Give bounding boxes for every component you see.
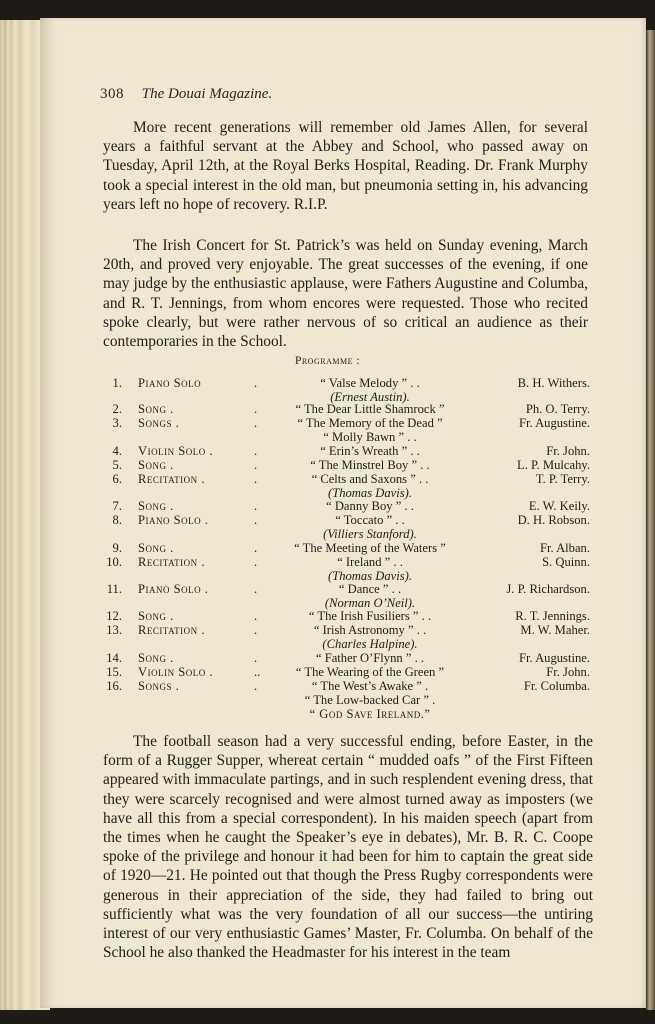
programme-row xyxy=(100,679,590,693)
programme-piece: “ The Minstrel Boy ” . . xyxy=(310,458,430,472)
magazine-title: The Douai Magazine. xyxy=(141,86,273,102)
programme-piece: “ Molly Bawn ” . . xyxy=(323,430,417,444)
programme-row xyxy=(100,707,590,721)
programme-number: 12. xyxy=(106,609,122,623)
programme-number: 14. xyxy=(106,651,122,665)
programme-performer: L. P. Mulcahy. xyxy=(517,458,590,472)
programme-number: 8. xyxy=(112,513,122,527)
programme-row xyxy=(100,376,590,390)
programme-number: 7. xyxy=(112,499,122,513)
programme-item: Recitation . xyxy=(138,555,205,569)
programme-row xyxy=(100,430,590,444)
paragraph-text: The Irish Concert for St. Patrick’s was held on Sunday evening, March 20th, and proved very enjoyable. The great successes of the evening, if one may judge by the enthusiastic applause, were Fathers Augustine and Columba, and R. T. Jennings, from whom encores were requested. Those who recited spoke clearly, but were rather nervous of so critical an audience as their contemporaries in the School. xyxy=(103,237,588,351)
programme-row xyxy=(100,472,590,486)
programme-item: Violin Solo . xyxy=(138,444,214,458)
programme-number: 4. xyxy=(112,444,122,458)
programme-piece: “ Ireland ” . . xyxy=(337,555,403,569)
programme-piece: “ Toccato ” . . xyxy=(335,513,405,527)
programme-row xyxy=(100,623,590,637)
programme-dots: . xyxy=(254,499,258,513)
programme-dots: .. xyxy=(254,665,261,679)
programme-row xyxy=(100,499,590,513)
programme-performer: D. H. Robson. xyxy=(517,513,590,527)
programme-performer: Fr. John. xyxy=(546,444,590,458)
programme-row xyxy=(100,486,590,500)
programme-number: 11. xyxy=(106,582,122,596)
programme-piece: “ Father O’Flynn ” . . xyxy=(315,651,425,665)
programme-row xyxy=(100,513,590,527)
programme-row xyxy=(100,527,590,541)
programme-item: Song . xyxy=(138,499,174,513)
programme-performer: R. T. Jennings. xyxy=(515,609,590,623)
programme-piece: “ The Low-backed Car ” . xyxy=(304,693,436,707)
programme-item: Recitation . xyxy=(138,472,205,486)
programme-row xyxy=(100,665,590,679)
programme-performer: M. W. Maher. xyxy=(520,623,590,637)
programme-dots: . xyxy=(254,555,258,569)
programme-performer: Fr. Alban. xyxy=(539,541,590,555)
programme-number: 16. xyxy=(106,679,122,693)
programme-item: Song . xyxy=(138,458,174,472)
running-header xyxy=(100,86,272,103)
paragraph-text: More recent generations will remember old James Allen, for several years a faithful servant at the Abbey and School, who passed away on Tuesday, April 12th, at the Royal Berks Hospital, Reading. Dr. Frank Murphy took a special interest in the old man, but pneumonia setting in, his advancing years left no hope of recovery. R.I.P. xyxy=(103,119,588,213)
programme-piece: “ The Wearing of the Green ” xyxy=(295,665,445,679)
programme-dots: . xyxy=(254,458,258,472)
programme-piece: “ Celts and Saxons ” . . xyxy=(311,472,429,486)
programme-item: Piano Solo xyxy=(138,376,202,390)
programme-number: 13. xyxy=(106,623,122,637)
programme-piece: “ Erin’s Wreath ” . . xyxy=(320,444,420,458)
programme-dots: . xyxy=(254,651,258,665)
programme-performer: T. P. Terry. xyxy=(535,472,590,486)
programme-piece: (Norman O’Neil). xyxy=(324,596,416,610)
programme-number: 1. xyxy=(112,376,122,390)
programme-number: 10. xyxy=(106,555,122,569)
programme-performer: Fr. John. xyxy=(546,665,590,679)
programme-piece: “ God Save Ireland.” xyxy=(309,707,431,721)
programme-number: 2. xyxy=(112,402,122,416)
programme-item: Songs . xyxy=(138,679,180,693)
programme-number: 15. xyxy=(106,665,122,679)
programme-piece: “ Dance ” . . xyxy=(338,582,402,596)
paragraph-text: The football season had a very successful ending, before Easter, in the form of a Rugger Supper, whereat certain “ mudded oafs ” of the First Fifteen appeared with immaculate partings, and in such resplendent evening dress, that they were scarcely recognised and were almost turned away as imposters (we have all this from a special correspondent). In his maiden speech (apart from the times when he caught the Speaker’s eye in debates), Mr. B. R. C. Coope spoke of the privilege and honour it had been for him to captain the great side of 1920—21. He pointed out that though the Press Rugby correspondents were generous in their appreciation of the side, they had failed to bring out sufficiently what was the very foundation of all our success—the untiring interest of our very enthusiastic Games’ Master, Fr. Columba. On behalf of the School he also thanked the Headmaster for his interest in the team xyxy=(103,733,593,962)
programme-performer: E. W. Keily. xyxy=(528,499,590,513)
programme-row xyxy=(100,651,590,665)
paragraph-irish-concert xyxy=(103,236,588,351)
programme-dots: . xyxy=(254,623,258,637)
programme-piece: “ The Irish Fusiliers ” . . xyxy=(308,609,432,623)
programme-dots: . xyxy=(254,416,258,430)
programme-dots: . xyxy=(254,472,258,486)
programme-row xyxy=(100,416,590,430)
programme-piece: “ Irish Astronomy ” . . xyxy=(313,623,427,637)
programme-dots: . xyxy=(254,541,258,555)
programme-item: Recitation . xyxy=(138,623,205,637)
programme-row xyxy=(100,541,590,555)
programme-item: Song . xyxy=(138,609,174,623)
programme-performer: Fr. Augustine. xyxy=(518,651,590,665)
programme-number: 9. xyxy=(112,541,122,555)
programme-dots: . xyxy=(254,376,258,390)
programme-piece: “ Valse Melody ” . . xyxy=(320,376,420,390)
programme-row xyxy=(100,693,590,707)
programme-piece: “ The West’s Awake ” . xyxy=(311,679,429,693)
programme-number: 3. xyxy=(112,416,122,430)
programme-row xyxy=(100,569,590,583)
programme-dots: . xyxy=(254,444,258,458)
programme-performer: B. H. Withers. xyxy=(517,376,590,390)
programme-dots: . xyxy=(254,679,258,693)
programme-item: Songs . xyxy=(138,416,180,430)
programme-row xyxy=(100,555,590,569)
programme-item: Piano Solo . xyxy=(138,513,209,527)
programme-heading: Programme : xyxy=(294,355,361,367)
programme-performer: J. P. Richardson. xyxy=(506,582,590,596)
programme-dots: . xyxy=(254,513,258,527)
programme-row xyxy=(100,582,590,596)
programme-piece: “ The Dear Little Shamrock ” xyxy=(295,402,445,416)
programme-piece: (Thomas Davis). xyxy=(328,569,412,583)
programme-row xyxy=(100,596,590,610)
programme-item: Piano Solo . xyxy=(138,582,209,596)
programme-row xyxy=(100,444,590,458)
programme-piece: (Ernest Austin). xyxy=(330,390,410,404)
paragraph-football xyxy=(103,732,593,962)
programme-dots: . xyxy=(254,609,258,623)
programme-item: Song . xyxy=(138,651,174,665)
programme-dots: . xyxy=(254,402,258,416)
programme-piece: (Thomas Davis). xyxy=(328,486,412,500)
programme-piece: “ The Memory of the Dead ” xyxy=(297,416,443,430)
programme-piece: “ Danny Boy ” . . xyxy=(326,499,414,513)
right-page-edge xyxy=(646,30,655,1010)
programme-number: 6. xyxy=(112,472,122,486)
programme-number: 5. xyxy=(112,458,122,472)
programme-performer: Fr. Augustine. xyxy=(518,416,590,430)
programme-piece: (Villiers Stanford). xyxy=(323,527,417,541)
paragraph-james-allen xyxy=(103,118,588,214)
programme-row xyxy=(100,458,590,472)
programme-row xyxy=(100,637,590,651)
programme-piece: “ The Meeting of the Waters ” xyxy=(294,541,446,555)
programme-performer: Fr. Columba. xyxy=(523,679,590,693)
programme-item: Violin Solo . xyxy=(138,665,214,679)
programme-row xyxy=(100,609,590,623)
programme-dots: . xyxy=(254,582,258,596)
programme-row xyxy=(100,402,590,416)
programme-item: Song . xyxy=(138,541,174,555)
programme-item: Song . xyxy=(138,402,174,416)
page-number: 308 xyxy=(100,86,124,102)
programme-performer: Ph. O. Terry. xyxy=(525,402,590,416)
programme-piece: (Charles Halpine). xyxy=(322,637,418,651)
programme-performer: S. Quinn. xyxy=(542,555,590,569)
